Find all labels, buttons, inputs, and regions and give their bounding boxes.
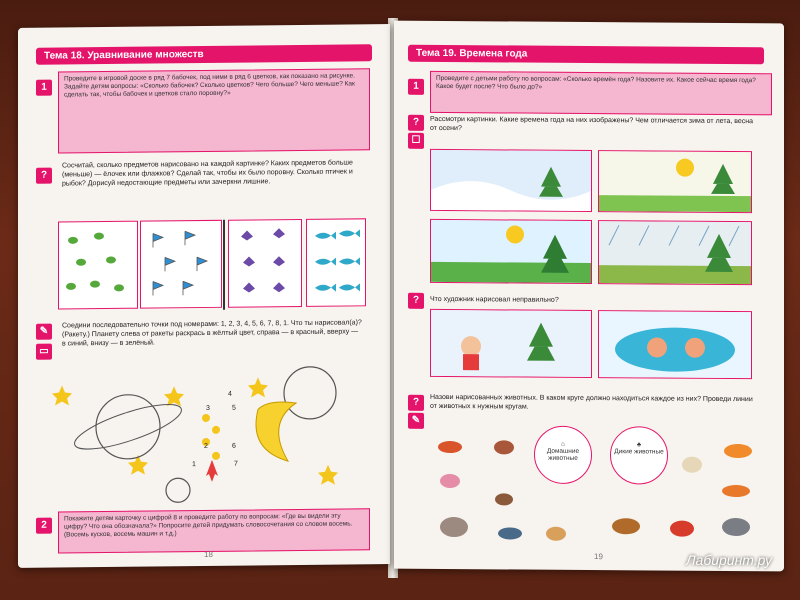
dot-label-4: 4: [228, 390, 232, 398]
left-section-3-text: Соедини последовательно точки под номерами: 1, 2, 3, 4, 5, 6, 7, 8, 1. Что ты нарисовал(а)? (Ракету.) Планету слева от ракеты раскрась в жёлтый цвет, справа — в красный, вверху — в синий, внизу — в зелёный.: [62, 319, 362, 348]
left-section-1-box: Проведите в игровой доске в ряд 7 бабочек, под ними в ряд 6 цветков, как показано на рисунке. Задайте детям вопросы: «Сколько бабочек? Сколько цветков? Чего больше? Чего меньше? Как сделать так, чтобы бабочек и цветков стало поровну?»: [58, 68, 370, 153]
dot-label-1: 1: [192, 461, 196, 469]
right-page: [394, 21, 784, 572]
dot-label-7: 7: [234, 460, 238, 468]
leaves-card: [58, 221, 138, 310]
right-section-4-text: Назови нарисованных животных. В каком круге должно находиться каждое из них? Проведи линии от животных к нужным кругам.: [430, 393, 753, 411]
fish-drawing: [307, 219, 365, 306]
question-mark-icon: ?: [408, 293, 424, 309]
domestic-animals-label: Домашние животные: [546, 447, 580, 462]
butterfly-winter-picture: [430, 309, 592, 378]
question-mark-icon: ?: [36, 168, 52, 184]
question-mark-icon: ?: [408, 395, 424, 411]
divider-line: [223, 220, 225, 310]
dot-label-6: 6: [232, 442, 236, 450]
left-page-number: 18: [204, 549, 213, 559]
spring-picture: [598, 150, 752, 213]
birds-card: [228, 219, 302, 308]
eraser-icon: ▭: [36, 344, 52, 360]
dot-label-2: 2: [204, 442, 208, 450]
section-2-mark: 2: [36, 518, 52, 534]
left-page: [18, 24, 390, 568]
house-icon: ⌂: [561, 440, 565, 448]
winter-picture: [430, 149, 592, 212]
section-1-mark: 1: [36, 80, 52, 96]
right-section-2-text: Рассмотри картинки. Какие времена года на них изображены? Чем отличается зима от лета, весна от осени?: [430, 115, 754, 133]
dot-label-3: 3: [206, 404, 210, 412]
leaves-drawing: [59, 222, 137, 309]
left-footer-box: Покажите детям карточку с цифрой 8 и проведите работу по вопросам: «Где вы видели эту цифру? Что она обозначала?» Попросите детей придумать словосочетания со словом восемь. (Восемь кусков, восемь машин и т.д.): [58, 508, 370, 553]
pencil-icon: ✎: [36, 324, 52, 340]
autumn-picture: [598, 220, 752, 285]
flags-card: [140, 220, 222, 309]
left-topic-title: Тема 18. Уравнивание множеств: [36, 44, 372, 65]
tree-icon: ♣: [636, 441, 642, 449]
winter-swimming-picture: [598, 310, 752, 379]
animals-drawing: [430, 433, 760, 545]
summer-picture: [430, 219, 592, 284]
birds-drawing: [229, 220, 301, 307]
speech-icon: ☐: [408, 133, 424, 149]
left-section-2-text: Сосчитай, сколько предметов нарисовано на каждой картинке? Каких предметов больше (меньше) — ёлочек или флажков? Сделай так, чтобы их было поровну. Сколько птичек и рыбок? Дорисуй недостающие предметы или зачеркни лишние.: [62, 159, 353, 188]
space-drawing: [38, 356, 378, 510]
open-workbook: [6, 8, 796, 578]
dot-label-5: 5: [232, 404, 236, 412]
right-topic-title: Тема 19. Времена года: [408, 45, 764, 64]
right-section-1-box: Проведите с детьми работу по вопросам: «Сколько времён года? Назовите их. Какое сейчас время года? Какое будет после? Что было до?»: [430, 71, 772, 115]
question-mark-icon: ?: [408, 115, 424, 131]
section-1-mark: 1: [408, 79, 424, 95]
fish-card: [306, 218, 366, 307]
pencil-icon: ✎: [408, 413, 424, 429]
wild-animals-label: Дикие животные: [614, 448, 664, 456]
flags-drawing: [141, 221, 221, 308]
watermark-text: Лабиринт.ру: [685, 552, 772, 568]
right-page-number: 19: [594, 552, 603, 562]
right-section-3-text: Что художник нарисовал неправильно?: [430, 295, 559, 304]
